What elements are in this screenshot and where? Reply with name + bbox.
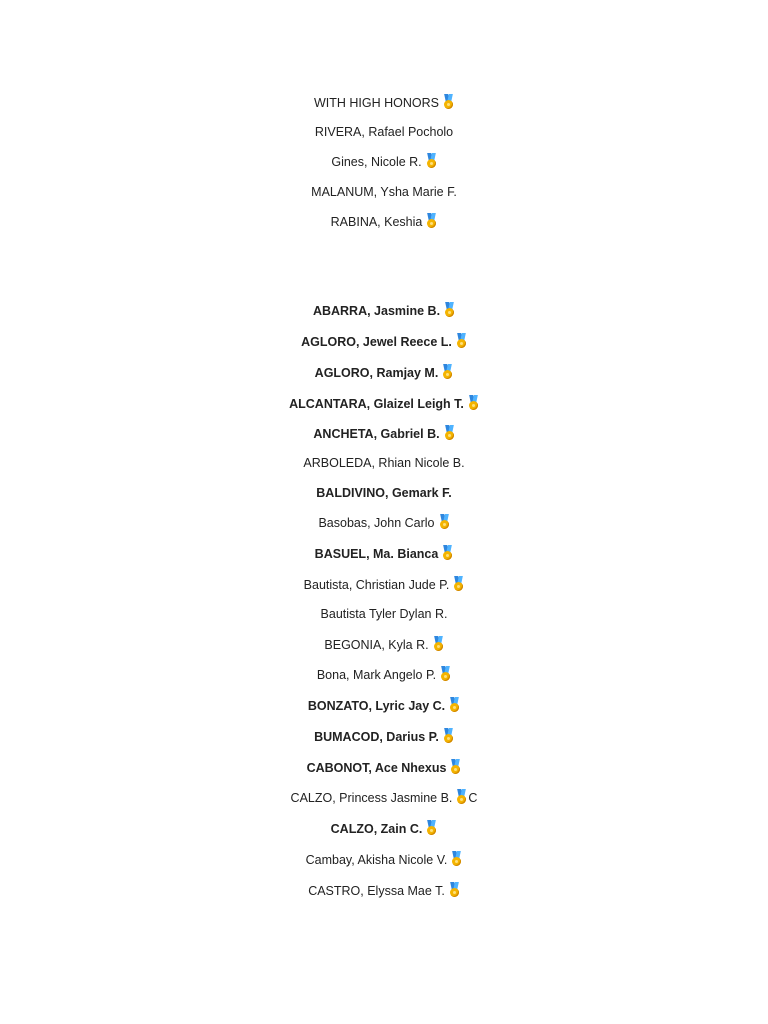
medal-icon [443,728,454,744]
student-name: AGLORO, Ramjay M. [314,366,439,380]
list-item [0,576,768,594]
list-item [0,364,768,382]
student-name: AGLORO, Jewel Reece L. [301,335,452,349]
student-name: BALDIVINO, Gemark F. [316,486,452,500]
list-item [0,820,768,838]
student-name: CALZO, Zain C. [330,822,423,836]
student-name: Cambay, Akisha Nicole V. [305,853,448,867]
student-name: CASTRO, Elyssa Mae T. [308,884,445,898]
list-item [0,302,768,320]
list-item [0,213,768,231]
medal-icon [433,636,444,652]
list-item [0,789,768,807]
student-name: RABINA, Keshia [330,215,423,229]
student-name: CABONOT, Ace Nhexus [306,761,447,775]
medal-icon [443,94,454,110]
list-item [0,882,768,900]
student-name: Bautista Tyler Dylan R. [320,607,448,621]
student-name: BUMACOD, Darius P. [314,730,439,744]
name-suffix: C [468,791,478,805]
student-name: Gines, Nicole R. [331,155,422,169]
medal-icon [456,789,467,805]
medal-icon [449,697,460,713]
medal-icon [444,302,455,318]
list-item [0,425,768,443]
student-name: MALANUM, Ysha Marie F. [311,185,457,199]
list-item [0,851,768,869]
medal-icon [426,213,437,229]
list-item [0,728,768,746]
list-item [0,545,768,563]
list-item [0,605,768,623]
student-name: BONZATO, Lyric Jay C. [307,699,446,713]
honors-heading-text: WITH HIGH HONORS [314,96,439,110]
list-item [0,333,768,351]
list-item [0,697,768,715]
student-name: ABARRA, Jasmine B. [312,304,441,318]
student-name: Basobas, John Carlo [318,516,435,530]
student-name: BEGONIA, Kyla R. [324,638,429,652]
medal-icon [450,759,461,775]
medal-icon [426,820,437,836]
medal-icon [451,851,462,867]
list-item [0,514,768,532]
student-name: ARBOLEDA, Rhian Nicole B. [303,456,465,470]
medal-icon [439,514,450,530]
medal-icon [456,333,467,349]
student-name: Bautista, Christian Jude P. [303,578,450,592]
medal-icon [426,153,437,169]
medal-icon [468,395,479,411]
student-name: ALCANTARA, Glaizel Leigh T. [289,397,464,411]
list-item [0,454,768,472]
list-item [0,153,768,171]
list-item [0,666,768,684]
student-name: ANCHETA, Gabriel B. [313,427,440,441]
medal-icon [442,364,453,380]
student-name: RIVERA, Rafael Pocholo [314,125,454,139]
list-item [0,183,768,201]
list-item [0,123,768,141]
student-name: Bona, Mark Angelo P. [316,668,437,682]
medal-icon [453,576,464,592]
medal-icon [449,882,460,898]
medal-icon [442,545,453,561]
student-name: CALZO, Princess Jasmine B. [290,791,453,805]
student-name: BASUEL, Ma. Bianca [314,547,439,561]
list-item [0,759,768,777]
list-item [0,395,768,413]
list-item [0,484,768,502]
medal-icon [440,666,451,682]
list-item [0,636,768,654]
medal-icon [444,425,455,441]
honors-heading [0,94,768,112]
